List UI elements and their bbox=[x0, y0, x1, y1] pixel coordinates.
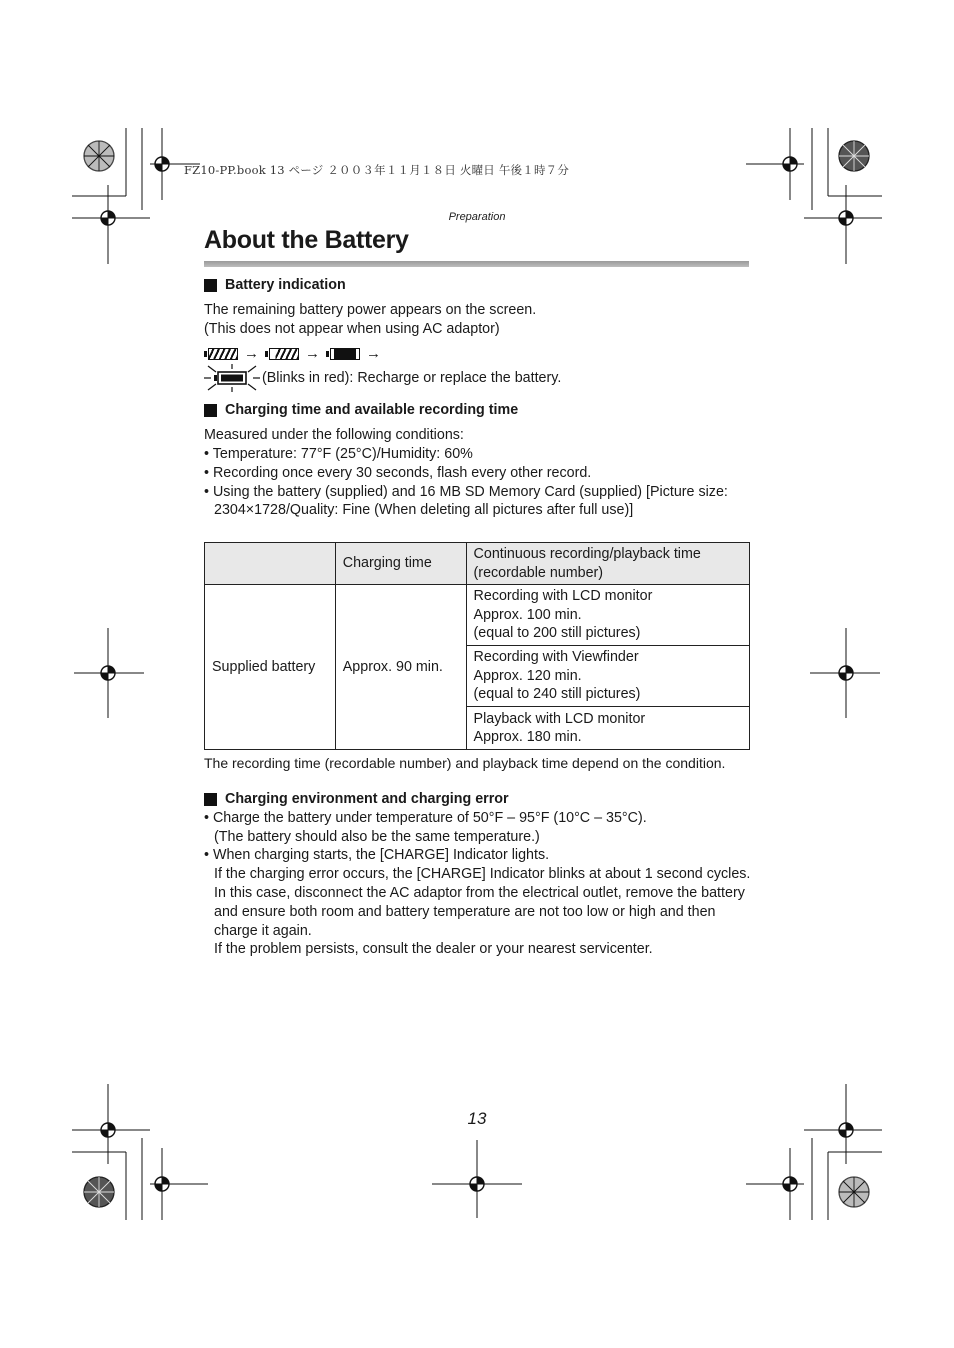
table-row bbox=[205, 585, 750, 646]
charging-env-heading: Charging environment and charging error bbox=[204, 790, 752, 809]
section-tag: Preparation bbox=[448, 211, 506, 223]
charging-env-note: In this case, disconnect the AC adaptor from the electrical outlet, remove the battery and ensure both room and battery temperature are not too low or high and then charge it again. bbox=[214, 884, 745, 939]
table-cell: Recording with Viewfinder Approx. 120 min. (equal to 240 still pictures) bbox=[466, 646, 749, 707]
battery-level-sequence bbox=[204, 344, 752, 364]
battery-indication-line2: (This does not appear when using AC adaptor) bbox=[204, 320, 500, 337]
table-header-cell: Charging time bbox=[335, 543, 466, 585]
charging-time-heading: Charging time and available recording time bbox=[204, 401, 752, 420]
battery-blink-row bbox=[204, 364, 752, 392]
table-header-cell: Continuous recording/playback time (recordable number) bbox=[466, 543, 749, 585]
table-header-cell bbox=[205, 543, 336, 585]
square-bullet-icon bbox=[204, 793, 217, 806]
table-note: The recording time (recordable number) and playback time depend on the condition. bbox=[204, 755, 726, 772]
battery-spec-table bbox=[204, 542, 750, 750]
battery-blink-text: (Blinks in red): Recharge or replace the battery. bbox=[262, 369, 562, 386]
battery-two-thirds-icon bbox=[269, 348, 299, 360]
table-cell: Playback with LCD monitor Approx. 180 min. bbox=[466, 707, 749, 750]
page-number: 13 bbox=[467, 1109, 487, 1128]
print-header: FZ10-PP.book 13 ページ ２００３年１１月１８日 火曜日 午後１時７分 bbox=[184, 163, 570, 177]
arrow-icon: → bbox=[366, 344, 381, 362]
page-title: About the Battery bbox=[204, 226, 409, 254]
charging-env-note: (The battery should also be the same temperature.) bbox=[214, 828, 540, 845]
condition-bullet: • Temperature: 77°F (25°C)/Humidity: 60% bbox=[204, 445, 473, 462]
battery-blinking-icon bbox=[204, 364, 260, 392]
table-cell: Recording with LCD monitor Approx. 100 min. (equal to 200 still pictures) bbox=[466, 585, 749, 646]
table-header-row bbox=[205, 543, 750, 585]
square-bullet-icon bbox=[204, 279, 217, 292]
condition-bullet: • Using the battery (supplied) and 16 MB SD Memory Card (supplied) [Picture size: 2304×1728/Quality: Fine (When deleting all pictures after full use)] bbox=[204, 483, 728, 519]
page-content bbox=[204, 276, 752, 959]
charging-env-note: If the problem persists, consult the dealer or your nearest servicenter. bbox=[214, 941, 653, 958]
charging-conditions-intro: Measured under the following conditions: bbox=[204, 427, 464, 444]
title-rule bbox=[204, 261, 749, 267]
battery-low-icon bbox=[330, 348, 360, 360]
charging-env-bullet: • When charging starts, the [CHARGE] Indicator lights. bbox=[204, 847, 550, 864]
battery-indication-heading: Battery indication bbox=[204, 276, 752, 295]
condition-bullet: • Recording once every 30 seconds, flash every other record. bbox=[204, 464, 592, 481]
square-bullet-icon bbox=[204, 404, 217, 417]
arrow-icon: → bbox=[305, 344, 320, 362]
charging-env-note: If the charging error occurs, the [CHARGE] Indicator blinks at about 1 second cycles. bbox=[214, 866, 751, 883]
arrow-icon: → bbox=[244, 344, 259, 362]
charging-env-bullet: • Charge the battery under temperature of 50°F – 95°F (10°C – 35°C). bbox=[204, 809, 647, 826]
battery-full-icon bbox=[208, 348, 238, 360]
table-cell: Supplied battery bbox=[205, 585, 336, 750]
table-cell: Approx. 90 min. bbox=[335, 585, 466, 750]
battery-indication-line1: The remaining battery power appears on the screen. bbox=[204, 301, 537, 318]
